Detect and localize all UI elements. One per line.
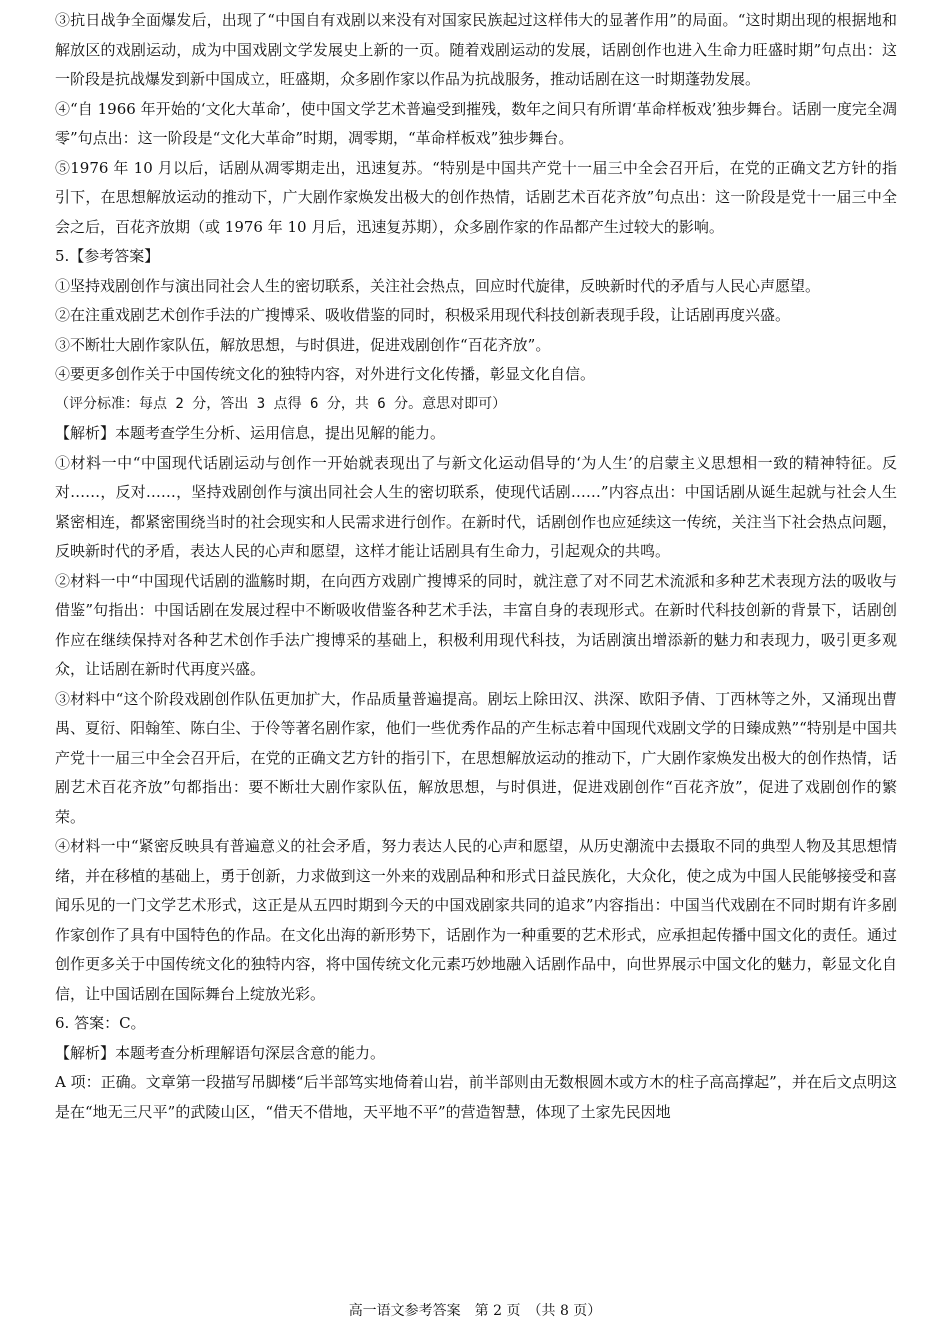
answer-point-1: ①坚持戏剧创作与演出同社会人生的密切联系，关注社会热点，回应时代旋律，反映新时代的矛盾与人民心声愿望。 [55,276,821,295]
answer-point-4: ④要更多创作关于中国传统文化的独特内容，对外进行文化传播，彰显文化自信。 [55,365,596,383]
option-a-analysis: A 项：正确。文章第一段描写吊脚楼“后半部笃实地倚着山岩，前半部则由无数根圆木或方木的柱子高高撑起”，并在后文点明这是在“地无三尺平”的武陵山区，“借天不借地，天平地不平”的营造智慧，体现了土家先民因地 [55,1073,897,1121]
analysis-point-4: ④材料一中“紧密反映具有普遍意义的社会矛盾，努力表达人民的心声和愿望，从历史潮流中去摄取不同的典型人物及其思想情绪，并在移植的基础上，勇于创新，力求做到这一外来的戏剧品种和形式日益民族化，大众化，使之成为中国人民能够接受和喜闻乐见的一门文学艺术形式，这正是从五四时期到今天的中国戏剧家共同的追求”内容指出：中国当代戏剧在不同时期有许多剧作家创作了具有中国特色的作品。在文化出海的新形势下，话剧作为一种重要的艺术形式，应承担起传播中国文化的责任。通过创作更多关于中国传统文化的独特内容，将中国传统文化元素巧妙地融入话剧作品中，向世界展示中国文化的魅力，彰显文化自信，让中国话剧在国际舞台上绽放光彩。 [55,837,897,1003]
analysis-point-2: ②材料一中“中国现代话剧的滥觞时期，在向西方戏剧广搜博采的同时，就注意了对不同艺术流派和多种艺术表现方法的吸收与借鉴”句指出：中国话剧在发展过程中不断吸收借鉴各种艺术手法，丰富自身的表现形式。在新时代科技创新的背景下，话剧创作应在继续保持对各种艺术创作手法广搜博采的基础上，积极利用现代科技，为话剧演出增添新的魅力和表现力，吸引更多观众，让话剧在新时代再度兴盛。 [55,571,897,678]
analysis-point-1: ①材料一中“中国现代话剧运动与创作一开始就表现出了与新文化运动倡导的‘为人生’的启蒙主义思想相一致的精神特征。反对……，反对……，坚持戏剧创作与演出同社会人生的密切联系，使现代话剧……”内容点出：中国话剧从诞生起就与社会人生紧密相连，都紧密围绕当时的社会现实和人民需求进行创作。在新时代，话剧创作也应延续这一传统，关注当下社会热点问题，反映新时代的矛盾，表达人民的心声和愿望，这样才能让话剧具有生命力，引起观众的共鸣。 [55,453,897,560]
scoring-criteria: （评分标准：每点 2 分，答出 3 点得 6 分，共 6 分。意思对即可） [55,395,507,412]
paragraph-anti-japanese-war: ③抗日战争全面爆发后，出现了“中国自有戏剧以来没有对国家民族起过这样伟大的显著作用”的局面。“这时期出现的根据地和解放区的戏剧运动，成为中国戏剧文学发展史上新的一页。随着戏剧运动的发展，话剧创作也进入生命力旺盛时期”句点出：这一阶段是抗战爆发到新中国成立，旺盛期，众多剧作家以作品为抗战服务，推动话剧在这一时期蓬勃发展。 [55,11,897,88]
page-footer: 高一语文参考答案 第 2 页 （共 8 页） [348,1303,602,1319]
paragraph-cultural-revolution: ④“自 1966 年开始的‘文化大革命’，使中国文学艺术普遍受到摧残，数年之间只有所谓‘革命样板戏’独步舞台。话剧一度完全凋零”句点出：这一阶段是“文化大革命”时期，凋零期，“革命样板戏”独步舞台。 [55,99,897,147]
question-5-heading: 5.【参考答案】 [55,247,160,265]
question-6-answer: 6. 答案：C。 [55,1014,146,1032]
analysis-heading-6: 【解析】本题考查分析理解语句深层含意的能力。 [55,1043,386,1062]
answer-point-3: ③不断壮大剧作家队伍，解放思想，与时俱进，促进戏剧创作“百花齐放”。 [55,335,551,354]
analysis-heading-5: 【解析】本题考查学生分析、运用信息，提出见解的能力。 [55,424,446,442]
answer-point-2: ②在注重戏剧艺术创作手法的广搜博采、吸收借鉴的同时，积极采用现代科技创新表现手段，让话剧再度兴盛。 [55,306,791,324]
paragraph-post-1976: ⑤1976 年 10 月以后，话剧从凋零期走出，迅速复苏。“特别是中国共产党十一届三中全会召开后，在党的正确文艺方针的指引下，在思想解放运动的推动下，广大剧作家焕发出极大的创作热情，话剧艺术百花齐放”句点出：这一阶段是党十一届三中全会之后，百花齐放期（或 1976 年 10 月后，迅速复苏期），众多剧作家的作品都产生过较大的影响。 [55,158,897,236]
page-content [55,6,897,1127]
analysis-point-3: ③材料中“这个阶段戏剧创作队伍更加扩大，作品质量普遍提高。剧坛上除田汉、洪深、欧阳予倩、丁西林等之外，又涌现出曹禺、夏衍、阳翰笙、陈白尘、于伶等著名剧作家，他们一些优秀作品的产生标志着中国现代戏剧文学的日臻成熟”“特别是中国共产党十一届三中全会召开后，在党的正确文艺方针的指引下，在思想解放运动的推动下，广大剧作家焕发出极大的创作热情，话剧艺术百花齐放”句都指出：要不断壮大剧作家队伍，解放思想，与时俱进，促进戏剧创作“百花齐放”，促进了戏剧创作的繁荣。 [55,689,897,826]
